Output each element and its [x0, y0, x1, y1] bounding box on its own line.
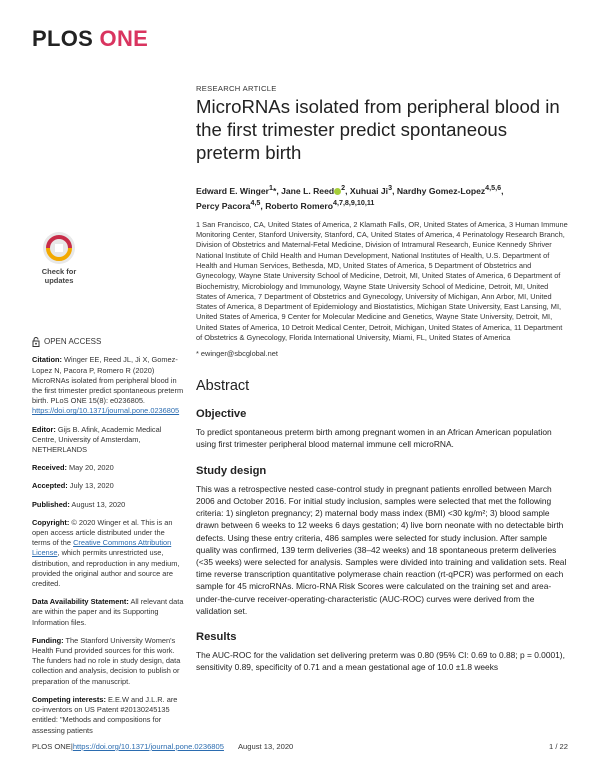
results-text: The AUC-ROC for the validation set delivering preterm was 0.80 (95% CI: 0.69 to 0.88; p = 0.0001), sensitivity 0.89, specificity of 0.71 and a mean gestational age of 10.0 ±1.8 weeks [196, 649, 565, 673]
data-availability-label: Data Availability Statement: [32, 597, 129, 607]
author-name: *, Jane L. Reed [272, 185, 335, 196]
open-lock-icon [32, 337, 40, 347]
funding-text: The Stanford University Women's Health Fund provided sources for this work. The funders had no role in study design, data collection and analysis, decision to publish or preparation of the manuscript. [32, 635, 181, 686]
author-name: Percy Pacora [196, 200, 251, 211]
study-design-heading: Study design [196, 464, 267, 477]
check-for-updates-icon[interactable] [36, 228, 82, 290]
copyright-rest: , which permits unrestricted use, distribution, and reproduction in any medium, provided the original author and source are credited. [32, 548, 180, 589]
author-sup: 4,7,8,9,10,11 [333, 198, 375, 207]
article-main [196, 84, 568, 673]
competing-interests-text: E.E.W and J.L.R. are co-inventors on US Patent #20130245135 entitled: "Methods and compositions for assessing patients [32, 694, 178, 735]
accepted-label: Accepted: [32, 481, 68, 491]
citation-label: Citation: [32, 355, 62, 365]
data-availability-block [32, 597, 184, 628]
footer-sep: | [70, 742, 73, 751]
author-name: Edward E. Winger [196, 185, 269, 196]
citation-doi-link[interactable]: https://doi.org/10.1371/journal.pone.0236805 [32, 406, 180, 416]
journal-logo [32, 26, 148, 52]
sidebar [32, 228, 184, 736]
author-sup: 4,5,6 [485, 184, 502, 192]
footer-journal: PLOS ONE [32, 742, 71, 751]
article-title: MicroRNAs isolated from peripheral blood in the first trimester predict spontaneous preterm birth [196, 96, 560, 163]
page-footer [32, 742, 568, 751]
author-sep: , [501, 185, 504, 196]
license-link[interactable]: Creative Commons Attribution License [32, 538, 172, 558]
editor-text: Gijs B. Afink, Academic Medical Centre, University of Amsterdam, NETHERLANDS [32, 424, 162, 455]
accepted-date: July 13, 2020 [67, 481, 114, 491]
competing-interests-block [32, 695, 184, 736]
check-updates-line2: updates [44, 276, 74, 285]
objective-heading: Objective [196, 408, 247, 421]
published-block [32, 500, 184, 510]
published-label: Published: [32, 499, 70, 509]
copyright-block [32, 518, 184, 589]
funding-label: Funding: [32, 635, 64, 645]
author-sup: 1 [268, 184, 273, 192]
author-sup: 4,5 [250, 198, 261, 207]
received-date: May 20, 2020 [66, 463, 114, 473]
received-block [32, 463, 184, 473]
objective-text: To predict spontaneous preterm birth among pregnant women in an African American population using first trimester peripheral blood maternal immune cell microRNA. [196, 427, 552, 450]
author-name: , Nardhy Gomez-Lopez [392, 185, 486, 196]
published-date: August 13, 2020 [69, 499, 126, 509]
author-list [196, 182, 568, 212]
corresponding-email[interactable]: * ewinger@sbcglobal.net [196, 349, 278, 359]
study-design-text: This was a retrospective nested case-control study in pregnant patients enrolled between March 2006 and October 2016. For initial study inclusion, samples were selected that met the following criteria: 1) singleton pregnancy; 2) maternal body mass index (BMI) <30 kg/m²; 3) blood sample drawn between 6 weeks to 12 weeks 6 days gestation; 4) live born neonate with no detectable birth defects. Using these entry criteria, 486 samples were selected for study inclusion. After sample quality was confirmed, 139 term deliveries (38–42 weeks) and 18 spontaneous preterm deliveries (<35 weeks) were selected for analysis. Samples were divided into training and validation sets. Real time reverse transcription quantitative polymerase chain reaction (rt-qPCR) was performed on each sample for 45 microRNAs. Micro-RNA Risk Scores were calculated on the training set and area-under-the-curve receiver-operating-characteristic (AUC-ROC) curves were derived from the validation set. [196, 483, 567, 616]
page-number: 1 / 22 [549, 742, 568, 751]
footer-date: August 13, 2020 [237, 742, 294, 751]
citation-text: Winger EE, Reed JL, Ji X, Gomez-Lopez N, Pacora P, Romero R (2020) MicroRNAs isolated from peripheral blood in the first trimester predict spontaneous preterm birth. PLoS ONE 15(8): e0236805. [32, 355, 184, 406]
footer-doi-link[interactable]: https://doi.org/10.1371/journal.pone.0236805 [72, 742, 224, 751]
logo-plos: PLOS [32, 26, 94, 51]
author-name: , Xuhuai Ji [345, 185, 389, 196]
editor-label: Editor: [32, 424, 56, 434]
open-access-label: OPEN ACCESS [44, 337, 102, 347]
article-type-label: RESEARCH ARTICLE [196, 84, 277, 93]
logo-one: ONE [99, 26, 149, 51]
copyright-label: Copyright: [32, 517, 70, 527]
author-sup: 2 [341, 184, 346, 192]
affiliations: 1 San Francisco, CA, United States of America, 2 Klamath Falls, OR, United States of America, 3 Human Immune Monitoring Center, Stanford University, Stanford, CA, United States of America, 4 Perinatology Research Branch, Division of Obstetrics and Maternal-Fetal Medicine, Division of Intramural Research, Eunice Kennedy Shriver National Institute of Child Health and Human Development, National Institutes of Health, U.S. Department of Health and Human Services, Bethesda, MD, United States of America, 5 Department of Obstetrics and Gynecology, Wayne State University School of Medicine, Detroit, MI, United States of America, 6 Department of Biochemistry, Microbiology and Immunology, Wayne State University School of Medicine, Detroit, MI, United States of America, 7 Department of Obstetrics and Gynecology, University of Michigan, Ann Arbor, MI, United States of America, 8 Department of Epidemiology and Biostatistics, Michigan State University, East Lansing, MI, United States of America, 9 Center for Molecular Medicine and Genetics, Wayne State University, Detroit, MI, United States of America, 10 Detroit Medical Center, Detroit, Michigan, United States of America, 11 Department of Obstetrics & Gynecology, Florida International University, Miami, FL, United States of America [196, 219, 568, 342]
accepted-block [32, 481, 184, 491]
funding-block [32, 636, 184, 687]
check-updates-line1: Check for [41, 267, 77, 276]
citation-block [32, 355, 184, 416]
results-heading: Results [196, 630, 237, 643]
competing-interests-label: Competing interests: [32, 694, 106, 704]
author-sup: 3 [388, 184, 393, 192]
abstract-heading: Abstract [196, 378, 250, 395]
data-availability-text: All relevant data are within the paper and its Supporting Information files. [32, 597, 184, 627]
received-label: Received: [32, 463, 67, 473]
copyright-text: © 2020 Winger et al. This is an open access article distributed under the terms of the [32, 517, 173, 548]
editor-block [32, 425, 184, 456]
open-access-badge [32, 337, 184, 347]
author-name: , Roberto Romero [260, 200, 333, 211]
